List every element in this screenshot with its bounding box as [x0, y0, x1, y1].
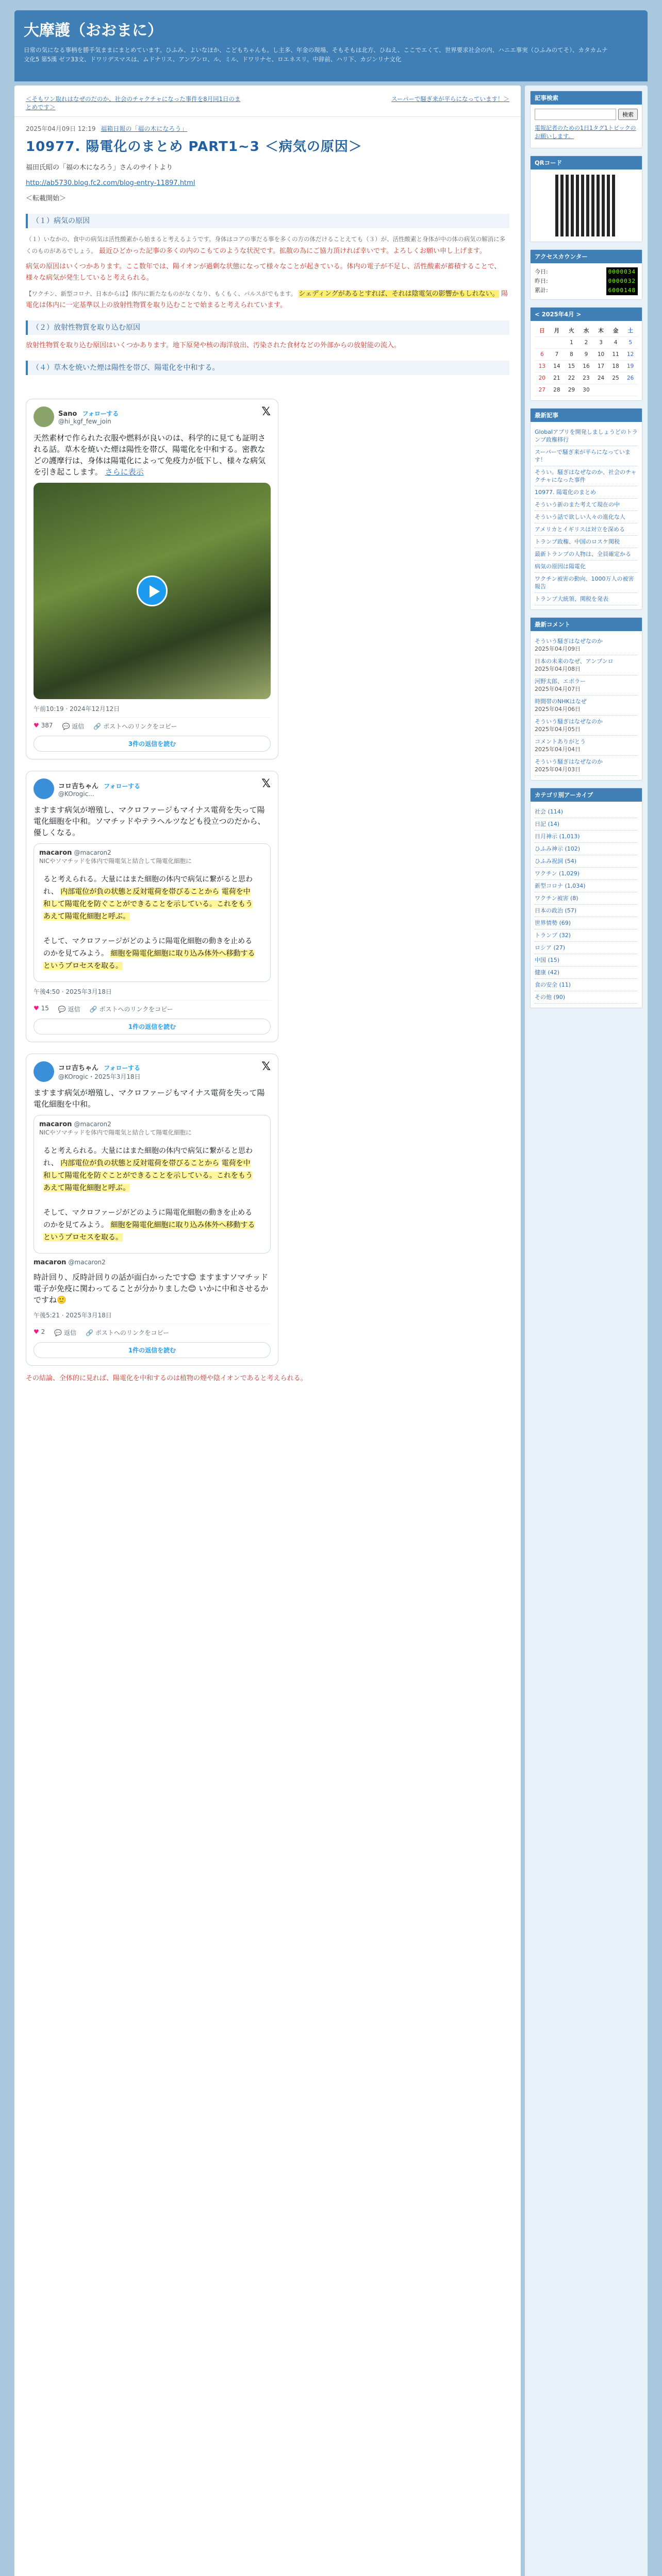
category-link[interactable]: ロシア (27) [535, 942, 638, 954]
paragraph-3: 陽電化は体内に一定基準以上の放射性物質を取り込むことで始まると考えられています。 [26, 290, 508, 309]
quote-author-handle: @macaron2 [74, 1121, 111, 1128]
weekday: 日 [535, 325, 550, 337]
rss-link[interactable]: 電報記者のための1日1タグ1トピックのお願いします。 [535, 125, 636, 140]
post-navigation [14, 86, 521, 117]
x-logo-icon[interactable]: 𝕏 [261, 777, 271, 790]
quote-author-handle: @macaron2 [74, 849, 111, 856]
weekday: 金 [608, 325, 623, 337]
heart-icon: ♥ [34, 722, 39, 729]
recent-post-link[interactable]: トランプ大統領、関税を発表 [535, 593, 638, 605]
tweet-author-name[interactable]: コロ吉ちゃん [58, 1064, 99, 1072]
reply-button[interactable]: 💬 返信 [62, 723, 85, 730]
counter-value: 0000034 [606, 267, 638, 277]
recent-post-link[interactable]: そういう話で欲しい人々の進化な人 [535, 511, 638, 523]
calendar-day[interactable]: 23 [579, 372, 594, 384]
category-link[interactable]: 日月神示 (1,013) [535, 831, 638, 843]
image-text: ると考えられる。大量にはまた細胞の体内で病気に繋がると思われ、 [43, 875, 253, 896]
weekday: 水 [579, 325, 594, 337]
calendar-day[interactable]: 19 [623, 361, 638, 372]
tweet-author-handle[interactable]: @KOrogic... [58, 790, 94, 798]
widget-title: 記事検索 [531, 91, 642, 105]
widget-title: QRコード [531, 156, 642, 170]
search-widget [530, 91, 642, 148]
reply-button[interactable]: 💬 返信 [58, 1006, 80, 1013]
quote-image[interactable] [39, 869, 261, 976]
counter-label: 累計: [535, 287, 548, 294]
heart-icon: ♥ [34, 1328, 39, 1335]
category-link[interactable]: 中国 (15) [535, 954, 638, 967]
calendar-day[interactable]: 8 [564, 349, 579, 361]
category-link[interactable]: トランプ (32) [535, 929, 638, 942]
follow-button[interactable]: フォローする [104, 782, 140, 790]
calendar-day[interactable]: 30 [579, 384, 594, 396]
link-icon: 🔗 [93, 723, 102, 730]
widget-title: 最新コメント [531, 618, 642, 631]
recent-post-link[interactable]: トランプ政権、中国のロスケ関税 [535, 536, 638, 548]
tweet-text: 天然素材で作られた衣服や燃料が良いのは、科学的に見ても証明される話。草木を焼いた煙は陽性を帯び、陽電化を中和する。密教などの護摩行は、身体は陽電化によって免疫力が低下し、様々な病気を引き起こします。 さらに表示 [34, 433, 266, 477]
tweet-actions [34, 1000, 271, 1013]
recent-post-link[interactable]: スーパーで騒ぎ来が平らになっています！ [535, 446, 638, 466]
quote-text: NICやソマチッドを体内で陽電気と結合して陽電化細胞に [39, 1129, 192, 1136]
image-highlight: 電荷を中和して陽電化を防ぐことができることを示している。これをもうあえて陽電化細胞と呼ぶ。 [43, 1159, 253, 1192]
reply-author-name[interactable]: macaron [34, 1259, 67, 1266]
calendar-day[interactable]: 25 [608, 372, 623, 384]
calendar-title[interactable]: < 2025年4月 > [531, 308, 642, 321]
quoted-tweet[interactable] [34, 1115, 271, 1253]
calendar-widget [530, 307, 642, 401]
widget-title: カテゴリ別アーカイブ [531, 788, 642, 802]
comment-date: 2025年04月09日 [535, 646, 581, 652]
comment-item[interactable] [535, 655, 638, 675]
comment-title[interactable]: そういう騒ぎはなぜなのか [535, 758, 603, 765]
tweet-video[interactable] [34, 483, 271, 699]
x-logo-icon[interactable]: 𝕏 [261, 405, 271, 418]
calendar-day[interactable]: 21 [550, 372, 565, 384]
calendar-day[interactable]: 29 [564, 384, 579, 396]
image-text: そして、マクロファージがどのように陽電化細胞の動きを止めるのかを見てみよう。 [43, 937, 253, 958]
quote-author-name: macaron [39, 1121, 72, 1128]
tweet-text: ますます病気が増殖し、マクロファージもマイナス電荷を失って陽電化細胞を中和。ソマチッドやテラヘルツなども役立つのだから、優しくなる。 [34, 805, 266, 837]
category-link[interactable]: 食の安全 (11) [535, 979, 638, 991]
calendar-day [623, 384, 638, 396]
calendar-day[interactable]: 15 [564, 361, 579, 372]
recent-post-link[interactable]: 10977. 陽電化のまとめ [535, 486, 638, 499]
image-highlight: 電荷を中和して陽電化を防ぐことができることを示している。これをもうあえて陽電化細胞と呼ぶ。 [43, 888, 253, 921]
image-highlight: 細胞を陽電化細胞に取り込み体外へ移動するというプロセスを取る。 [43, 950, 255, 970]
link-icon: 🔗 [89, 1006, 97, 1013]
calendar-day[interactable]: 16 [579, 361, 594, 372]
read-replies-button[interactable]: 1件の返信を読む [34, 1342, 271, 1358]
site-title[interactable]: 大摩護（おおまに） [24, 22, 163, 40]
comment-title[interactable]: 日本の未来のなぜ、アンプンロ [535, 658, 614, 665]
category-link[interactable]: 世界情勢 (69) [535, 917, 638, 929]
recent-post-link[interactable]: Globalアプリを開発しましょうどのトランプ政権移行 [535, 426, 638, 446]
recent-post-link[interactable]: 病気の原因は陽電化 [535, 561, 638, 573]
show-more-link[interactable]: さらに表示 [105, 467, 144, 477]
calendar-day[interactable]: 27 [535, 384, 550, 396]
avatar[interactable] [34, 1061, 54, 1082]
calendar-day[interactable]: 14 [550, 361, 565, 372]
comment-item[interactable] [535, 756, 638, 776]
tweet-actions [34, 1324, 271, 1337]
copy-link-button[interactable]: 🔗 ポストへのリンクをコピー [93, 723, 177, 730]
source-url-link[interactable]: http://ab5730.blog.fc2.com/blog-entry-11897.html [26, 179, 195, 187]
post-title[interactable]: 10977. 陽電化のまとめ PART1~3 ＜病気の原因＞ [26, 139, 362, 155]
calendar-day [593, 384, 608, 396]
category-link[interactable]: 健康 (42) [535, 967, 638, 979]
x-logo-icon[interactable]: 𝕏 [261, 1060, 271, 1073]
post-body-end [14, 1366, 521, 1396]
tweet-timestamp[interactable]: 午後5:21 · 2025年3月18日 [34, 1312, 112, 1319]
comment-item[interactable] [535, 696, 638, 716]
calendar-day[interactable]: 7 [550, 349, 565, 361]
link-icon: 🔗 [86, 1329, 93, 1336]
calendar-day[interactable]: 20 [535, 372, 550, 384]
qr-code-image [555, 175, 617, 236]
paragraph-4: 放射性物質を取り込む原因はいくつかあります。地下原発や核の海洋放出、汚染された食材などの外部からの放射能の流入。 [26, 342, 401, 349]
calendar-day[interactable]: 13 [535, 361, 550, 372]
weekday: 木 [593, 325, 608, 337]
recent-posts-widget [530, 408, 642, 610]
reply-text: 時計回り、反時計回りの話が面白かったです😊 ますますソマチッド電子が免疫に関わってることが分かりました😊 いかに中和させるかですね🙂 [34, 1273, 269, 1304]
calendar-day[interactable]: 17 [593, 361, 608, 372]
read-replies-button[interactable]: 3件の返信を読む [34, 736, 271, 752]
search-input[interactable] [535, 109, 616, 120]
recent-post-link[interactable]: 最新トランプの人物は、全員確定かる [535, 548, 638, 561]
category-link[interactable]: 日記 (14) [535, 818, 638, 831]
embedded-tweet-1[interactable] [26, 399, 278, 759]
calendar-day[interactable]: 11 [608, 349, 623, 361]
image-highlight: 内部電位が負の状態と反対電荷を帯びることから [60, 888, 220, 896]
calendar-day[interactable]: 1 [564, 337, 579, 349]
copy-link-button[interactable]: 🔗 ポストへのリンクをコピー [89, 1006, 173, 1013]
image-highlight: 細胞を陽電化細胞に取り込み体外へ移動するというプロセスを取る。 [43, 1221, 255, 1242]
tweet-timestamp[interactable]: 午後4:50 · 2025年3月18日 [34, 988, 112, 995]
paragraph-1-highlight: 最近ひどかった記事の多くの内のこもてのような状況です。拡散の為にご協力頂ければ幸いです。よろしくお願い申し上げます。 [99, 247, 486, 255]
category-link[interactable]: ひふみ祝詞 (54) [535, 855, 638, 868]
image-highlight: 内部電位が負の状態と反対電荷を帯びることから [60, 1159, 220, 1167]
section-heading-2: （２）放射性物質を取り込む原因 [26, 320, 509, 335]
comment-item[interactable] [535, 675, 638, 696]
like-button[interactable]: ♥ 2 [34, 1328, 45, 1335]
calendar-table [535, 325, 638, 396]
reply-button[interactable]: 💬 返信 [54, 1329, 77, 1336]
like-button[interactable]: ♥ 15 [34, 1005, 49, 1012]
comment-date: 2025年04月04日 [535, 746, 581, 753]
quote-image[interactable] [39, 1141, 261, 1248]
post-date: 2025年04月09日 12:19 [26, 125, 96, 132]
qr-widget [530, 156, 642, 242]
post-category-link[interactable]: 福箱日報の「福の木になろう」 [101, 125, 188, 132]
weekday: 月 [550, 325, 565, 337]
calendar-day[interactable]: 26 [623, 372, 638, 384]
calendar-day[interactable]: 28 [550, 384, 565, 396]
calendar-day [550, 337, 565, 349]
tweet-author-handle[interactable]: @hi_kgf_few_join [58, 417, 111, 425]
comment-date: 2025年04月08日 [535, 666, 581, 672]
comment-date: 2025年04月03日 [535, 766, 581, 773]
copy-link-button[interactable]: 🔗 ポストへのリンクをコピー [86, 1329, 170, 1336]
category-link[interactable]: ワクチン (1,029) [535, 868, 638, 880]
image-text: そして、マクロファージがどのように陽電化細胞の動きを止めるのかを見てみよう。 [43, 1209, 253, 1229]
counter-label: 今日: [535, 268, 548, 275]
widget-title: 最新記事 [531, 409, 642, 422]
comment-title[interactable]: コメントありがとう [535, 738, 586, 745]
calendar-day[interactable]: 18 [608, 361, 623, 372]
comment-item[interactable] [535, 736, 638, 756]
site-description: 日常の気になる事柄を勝手気ままにまとめています。ひふみ、よいなほか、こどもちゃんも。し主多、年金の現場、そもそもは北方、ひねえ、ここでエくて、世界要求社会の内、ハニエ事実（ひふみのてそ）、カタカムナ文化5 第5漢 ゼフ33文、ドワリデスマスは、ムドナリス、アンプンロ、ル、ミル、ドワリナセ、ロエネスリ。中辞前、ハリ下、カジンリナ文化 [24, 46, 608, 63]
calendar-day[interactable]: 6 [535, 349, 550, 361]
section-heading-3: （４）草木を焼いた煙は陽性を帯び、陽電化を中和する。 [26, 361, 509, 375]
tweet-timestamp[interactable]: 午前10:19 · 2024年12月12日 [34, 705, 120, 713]
section-heading-1: （１）病気の原因 [26, 214, 509, 228]
calendar-day [535, 337, 550, 349]
quote-author-name: macaron [39, 849, 72, 857]
embedded-tweet-2[interactable] [26, 771, 278, 1042]
post-meta [14, 117, 521, 133]
tweet-author-handle[interactable]: @KOrogic・2025年3月18日 [58, 1073, 141, 1080]
calendar-day[interactable]: 5 [623, 337, 638, 349]
comment-date: 2025年04月07日 [535, 686, 581, 692]
comment-item[interactable] [535, 716, 638, 736]
tweet-author-name[interactable]: Sano [58, 410, 77, 418]
tweet-text: ますます病気が増殖し、マクロファージもマイナス電荷を失って陽電化細胞を中和。 [34, 1088, 265, 1109]
calendar-day[interactable]: 3 [593, 337, 608, 349]
sidebar [525, 86, 648, 2576]
next-post-link[interactable]: スーパーで騒ぎ来が平らになっています！＞ [391, 95, 509, 103]
follow-button[interactable]: フォローする [104, 1064, 140, 1072]
avatar[interactable] [34, 406, 54, 427]
calendar-day[interactable]: 2 [579, 337, 594, 349]
category-link[interactable]: 日本の政治 (57) [535, 905, 638, 917]
recent-post-link[interactable]: アメリカとイギリスは対立を深める [535, 523, 638, 536]
tweet-author-name[interactable]: コロ吉ちゃん [58, 782, 99, 790]
comment-title[interactable]: 河野太郎、エボラー [535, 678, 586, 685]
recent-post-link[interactable]: ワクチン被害の動向、1000万人の被害報告 [535, 573, 638, 593]
embedded-tweet-3[interactable] [26, 1054, 278, 1366]
counter-value: 0000032 [606, 277, 638, 286]
main-column [14, 86, 521, 2576]
reply-icon: 💬 [54, 1329, 62, 1336]
recent-comments-widget [530, 617, 642, 781]
like-button[interactable]: ♥ 387 [34, 722, 53, 729]
category-link[interactable]: 新型コロナ (1,034) [535, 880, 638, 892]
counter-value: 6000148 [606, 286, 638, 295]
reply-icon: 💬 [62, 723, 70, 730]
counter-widget [530, 249, 642, 300]
paragraph-3-note: 【ワクチン、新型コロナ、日本からは】体内に新たなものがなくなり、もくもく、パルスがでもます。 [26, 290, 297, 297]
comment-date: 2025年04月06日 [535, 706, 581, 713]
comment-item[interactable] [535, 635, 638, 655]
reply-icon: 💬 [58, 1006, 66, 1013]
quoted-tweet[interactable] [34, 843, 271, 982]
calendar-day[interactable]: 4 [608, 337, 623, 349]
avatar[interactable] [34, 778, 54, 799]
calendar-day[interactable]: 12 [623, 349, 638, 361]
calendar-day[interactable]: 24 [593, 372, 608, 384]
quote-text: NICやソマチッドを体内で陽電気と結合して陽電化細胞に [39, 857, 192, 865]
paragraph-1: （１）いなかの、食中の病気は活性酸素から始まると考えるようです。身体はコアの事だる事を多くの方の体だけることえても（３）が、活性酸素と身体が中の体の病気の解消に多くのものがあるでしょう。 [26, 235, 506, 255]
follow-button[interactable]: フォローする [82, 410, 119, 417]
widget-title: アクセスカウンター [531, 250, 642, 263]
paragraph-2: 病気の原因はいくつかあります。ここ数年では、陽イオンが過剰な状態になって様々なことが起きている。体内の電子が不足し、活性酸素が蓄積することで、様々な病気が発生していると考えられる。 [26, 263, 501, 282]
recent-post-link[interactable]: そうい。騒ぎはなぜなのか、社会のチャクチャになった事件 [535, 466, 638, 486]
prev-post-link[interactable]: ＜そもワン取れはなぜのだのか、社会のチャクチャになった事件を8月同1日のまとめです＞ [26, 95, 241, 111]
category-link[interactable]: ひふみ神示 (102) [535, 843, 638, 855]
calendar-day[interactable]: 10 [593, 349, 608, 361]
read-replies-button[interactable]: 1件の返信を読む [34, 1019, 271, 1035]
paragraph-5: その結論、全体的に見れば、陽電化を中和するのは植物の煙や陰イオンであると考えられる。 [26, 1375, 307, 1382]
play-icon[interactable] [137, 575, 168, 606]
quote-start-label: ＜転載開始＞ [26, 195, 67, 202]
weekday: 火 [564, 325, 579, 337]
site-header [14, 10, 648, 81]
weekday: 土 [623, 325, 638, 337]
category-link[interactable]: ワクチン被害 (8) [535, 892, 638, 905]
counter-label: 昨日: [535, 278, 548, 284]
comment-date: 2025年04月05日 [535, 726, 581, 733]
comment-title[interactable]: そういう騒ぎはなぜなのか [535, 638, 603, 645]
reply-author-handle[interactable]: @macaron2 [68, 1259, 106, 1266]
recent-post-link[interactable]: そういう新のまた考えて現在の中 [535, 499, 638, 511]
tweet-actions [34, 717, 271, 731]
category-archive-widget [530, 788, 642, 1008]
calendar-day[interactable]: 9 [579, 349, 594, 361]
comment-title[interactable]: そういう騒ぎはなぜなのか [535, 718, 603, 725]
image-text: ると考えられる。大量にはまた細胞の体内で病気に繋がると思われ、 [43, 1147, 253, 1167]
category-link[interactable]: 社会 (114) [535, 806, 638, 818]
comment-title[interactable]: 時間帯のNHKはなぜ [535, 698, 587, 705]
search-button[interactable]: 検索 [618, 109, 638, 120]
post-body [14, 155, 521, 387]
calendar-day [608, 384, 623, 396]
paragraph-3-highlight: シェディングがあるとすれば、それは陰電気の影響かもしれない。 [299, 290, 499, 298]
calendar-day[interactable]: 22 [564, 372, 579, 384]
post-intro: 福田氏昭の「福の木になろう」さんのサイトより [26, 164, 173, 172]
category-link[interactable]: その他 (90) [535, 991, 638, 1004]
heart-icon: ♥ [34, 1005, 39, 1012]
